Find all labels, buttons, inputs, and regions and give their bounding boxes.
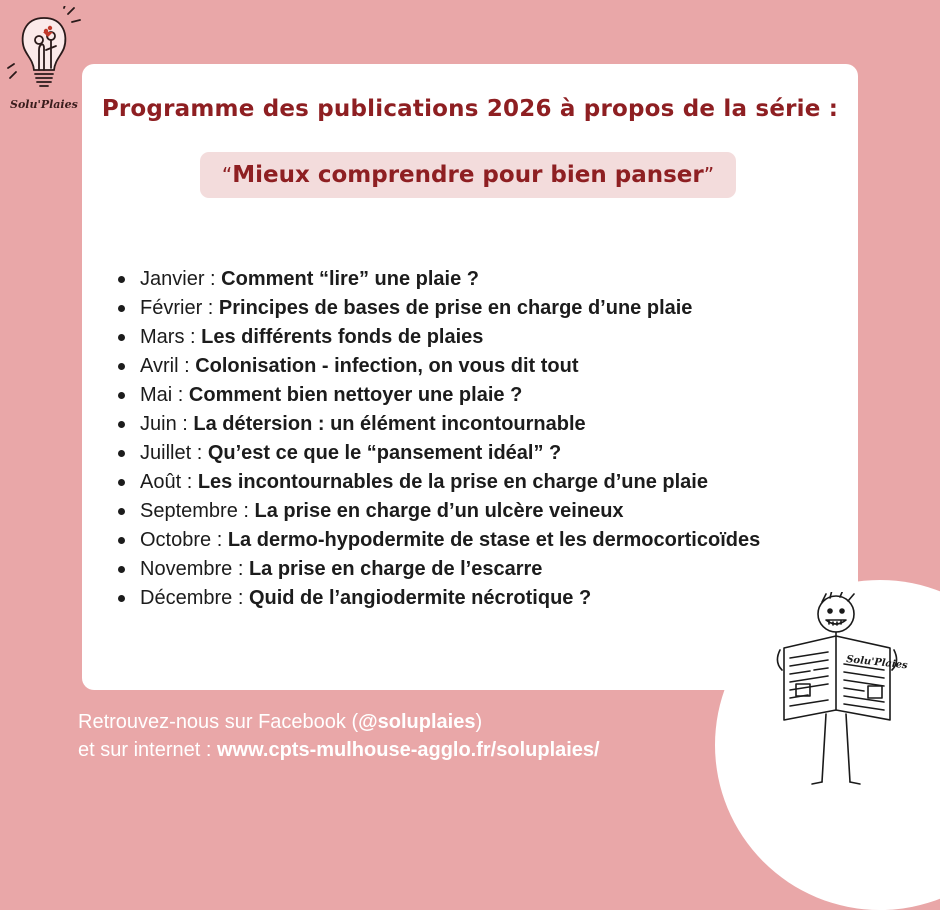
topic-label: Les différents fonds de plaies — [201, 326, 484, 348]
publication-schedule — [116, 265, 760, 613]
facebook-link[interactable]: @soluplaies — [358, 711, 476, 733]
schedule-item — [116, 294, 760, 323]
close-quote: ” — [703, 163, 715, 187]
schedule-item — [116, 323, 760, 352]
series-name: Mieux comprendre pour bien panser — [232, 162, 704, 188]
month-label: Mars — [140, 326, 185, 348]
facebook-line — [78, 708, 600, 736]
website-prefix: et sur internet : — [78, 739, 217, 761]
schedule-item — [116, 497, 760, 526]
month-label: Juillet — [140, 442, 192, 464]
month-label: Août — [140, 471, 182, 493]
schedule-item — [116, 584, 760, 613]
footer — [78, 708, 600, 764]
separator: : — [184, 326, 202, 348]
separator: : — [191, 442, 208, 464]
facebook-prefix: Retrouvez-nous sur Facebook ( — [78, 711, 359, 733]
separator: : — [232, 587, 249, 609]
month-label: Mai — [140, 384, 173, 406]
schedule-item — [116, 265, 760, 294]
topic-label: Colonisation - infection, on vous dit tout — [195, 355, 579, 377]
topic-label: Qu’est ce que le “pansement idéal” ? — [207, 442, 562, 464]
open-quote: “ — [221, 163, 233, 187]
website-line — [78, 736, 600, 764]
month-label: Juin — [140, 413, 177, 435]
separator: : — [232, 558, 249, 580]
schedule-item — [116, 555, 760, 584]
newspaper-reader-illustration — [770, 592, 910, 788]
separator: : — [211, 529, 228, 551]
website-link[interactable]: www.cpts-mulhouse-agglo.fr/soluplaies/ — [216, 739, 600, 761]
separator: : — [178, 355, 196, 377]
schedule-item — [116, 468, 760, 497]
month-label: Février — [140, 297, 203, 319]
topic-label: Comment bien nettoyer une plaie ? — [188, 384, 523, 406]
logo-text: Solu'Plaies — [10, 98, 78, 111]
separator: : — [181, 471, 198, 493]
facebook-suffix: ) — [475, 711, 483, 733]
month-label: Septembre — [140, 500, 238, 522]
month-label: Novembre — [140, 558, 233, 580]
separator: : — [176, 413, 194, 435]
schedule-item — [116, 352, 760, 381]
topic-label: La prise en charge de l’escarre — [248, 558, 543, 580]
month-label: Janvier — [140, 268, 205, 290]
topic-label: Les incontournables de la prise en charge d’une plaie — [197, 471, 708, 493]
topic-label: Quid de l’angiodermite nécrotique ? — [248, 587, 592, 609]
schedule-item — [116, 410, 760, 439]
month-label: Octobre — [140, 529, 212, 551]
separator: : — [204, 268, 222, 290]
topic-label: Principes de bases de prise en charge d’une plaie — [218, 297, 693, 319]
topic-label: Comment “lire” une plaie ? — [221, 268, 479, 290]
topic-label: La détersion : un élément incontournable — [193, 413, 586, 435]
separator: : — [202, 297, 219, 319]
month-label: Avril — [140, 355, 179, 377]
topic-label: La dermo-hypodermite de stase et les dermocorticoïdes — [227, 529, 761, 551]
newspaper-masthead: Solu'Plaies — [845, 654, 909, 672]
page-title: Programme des publications 2026 à propos de la série : — [101, 96, 839, 122]
separator: : — [237, 500, 255, 522]
topic-label: La prise en charge d’un ulcère veineux — [254, 500, 624, 522]
series-subtitle — [200, 152, 736, 198]
schedule-item — [116, 439, 760, 468]
schedule-item — [116, 526, 760, 555]
separator: : — [172, 384, 189, 406]
month-label: Décembre — [140, 587, 233, 609]
schedule-item — [116, 381, 760, 410]
